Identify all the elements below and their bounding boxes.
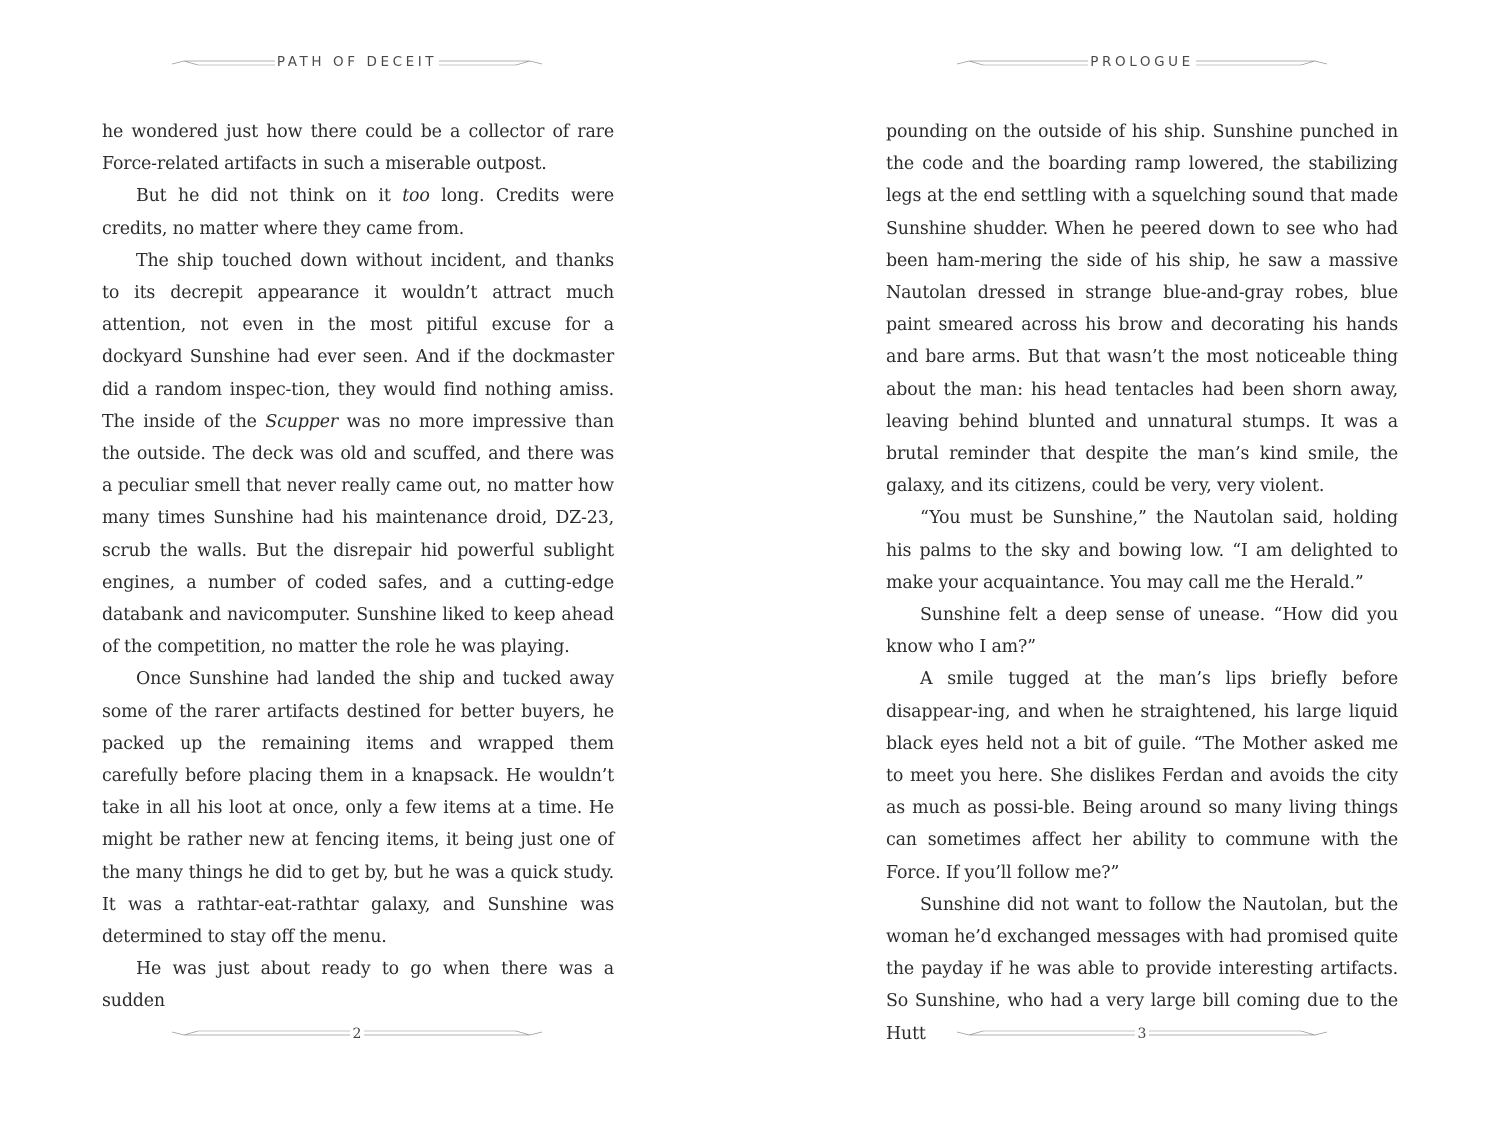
paragraph [102, 245, 614, 664]
page-number [957, 1024, 1327, 1044]
text-run: he wondered just how there could be a collector of rare Force-related artifacts in such a miserable outpost. [102, 122, 614, 175]
running-head [957, 52, 1327, 72]
page-number-text: 2 [350, 1026, 365, 1042]
paragraph [886, 116, 1398, 502]
body-text [886, 116, 1398, 1050]
paragraph [886, 599, 1398, 663]
paragraph [886, 502, 1398, 599]
text-run: pounding on the outside of his ship. Sunshine punched in the code and the boarding ramp lowered, the stabilizing legs at the end settling with a squelching sound that made Sunshine shudder. When he peered down to see who had been ham-mering the side of his ship, he saw a massive Nautolan dressed in strange blue-and-gray robes, blue paint smeared across his brow and decorating his hands and bare arms. But that wasn’t the most noticeable thing about the man: his head tentacles had been shorn away, leaving behind blunted and unnatural stumps. It was a brutal reminder that despite the man’s kind smile, the galaxy, and its citizens, could be very, very violent. [886, 122, 1398, 497]
page-number-text: 3 [1135, 1026, 1150, 1042]
text-run: But he did not think on it [136, 186, 403, 207]
running-head [172, 52, 542, 72]
running-head-text: PROLOGUE [1090, 54, 1194, 70]
body-text [102, 116, 614, 1018]
paragraph [102, 663, 614, 953]
text-run: Sunshine did not want to follow the Nautolan, but the woman he’d exchanged messages with had promised quite the payday if he was able to provide interesting artifacts. So Sunshine, who had a very large bill coming due to the Hutt [886, 894, 1398, 1044]
paragraph [102, 180, 614, 244]
text-run: The ship touched down without incident, and thanks to its decrepit appearance it wouldn’t attract much attention, not even in the most pitiful excuse for a dockyard Sunshine had ever seen. And if the dockmaster did a random inspec-tion, they would find nothing amiss. The inside of the [102, 250, 614, 432]
paragraph [102, 116, 614, 180]
text-run: He was just about ready to go when there was a sudden [102, 959, 614, 1012]
running-head-text: PATH OF DECEIT [276, 54, 438, 70]
text-run: Once Sunshine had landed the ship and tucked away some of the rarer artifacts destined for better buyers, he packed up the remaining items and wrapped them carefully before placing them in a knapsack. He wouldn’t take in all his loot at once, only a few items at a time. He might be rather new at fencing items, it being just one of the many things he did to get by, but he was a quick study. It was a rathtar-eat-rathtar galaxy, and Sunshine was determined to stay off the menu. [102, 669, 614, 948]
italic-text: too [402, 186, 430, 207]
text-run: “You must be Sunshine,” the Nautolan said, holding his palms to the sky and bowing low. “I am delighted to make your acquaintance. You may call me the Herald.” [886, 508, 1398, 593]
page-number [172, 1024, 542, 1044]
italic-text: Scupper [265, 411, 339, 432]
text-run: long. Credits were credits, no matter where they came from. [102, 186, 614, 239]
right-page [750, 0, 1500, 1125]
text-run: was no more impressive than the outside. The deck was old and scuffed, and there was a peculiar smell that never really came out, no matter how many times Sunshine had his maintenance droid, DZ-23, scrub the walls. But the disrepair hid powerful sublight engines, a number of coded safes, and a cutting-edge databank and navicomputer. Sunshine liked to keep ahead of the competition, no matter the role he was playing. [102, 411, 614, 658]
text-run: Sunshine felt a deep sense of unease. “How did you know who I am?” [886, 605, 1398, 658]
paragraph [102, 953, 614, 1017]
text-run: A smile tugged at the man’s lips briefly before disappear-ing, and when he straightened, his large liquid black eyes held not a bit of guile. “The Mother asked me to meet you here. She dislikes Ferdan and avoids the city as much as possi-ble. Being around so many living things can sometimes affect her ability to commune with the Force. If you’ll follow me?” [886, 669, 1398, 883]
paragraph [886, 663, 1398, 888]
